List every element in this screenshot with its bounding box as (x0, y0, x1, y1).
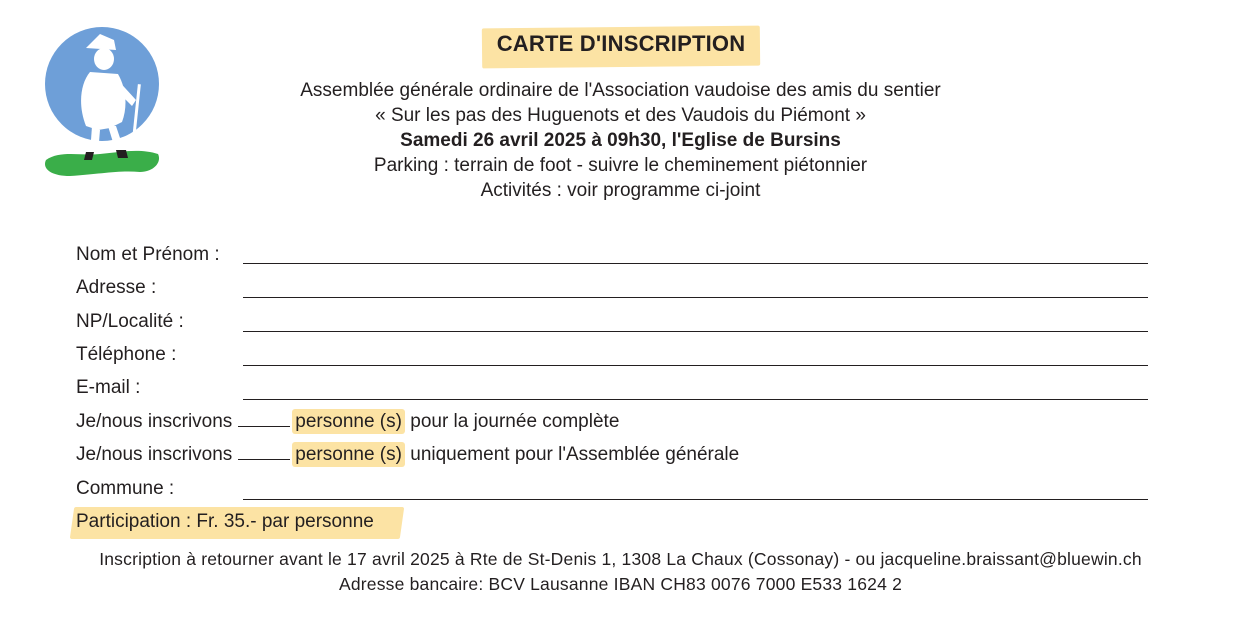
page-title: CARTE D'INSCRIPTION (496, 31, 746, 56)
full-day-count-blank[interactable] (238, 412, 290, 427)
full-day-suffix: pour la journée complète (410, 411, 620, 432)
intro-line-parking: Parking : terrain de foot - suivre le cheminement piétonnier (373, 155, 868, 176)
locality-field-line[interactable] (243, 331, 1148, 332)
intro-line-theme: « Sur les pas des Huguenots et des Vaudois du Piémont » (375, 105, 866, 126)
intro-line-activities: Activités : voir programme ci-joint (480, 180, 761, 201)
email-label: E-mail : (76, 377, 141, 398)
locality-label: NP/Localité : (76, 311, 184, 332)
registration-assembly (76, 444, 739, 466)
registration-full-day (76, 411, 619, 433)
email-field-line[interactable] (243, 399, 1148, 400)
commune-field-line[interactable] (243, 499, 1148, 500)
return-instructions: Inscription à retourner avant le 17 avril 2025 à Rte de St-Denis 1, 1308 La Chaux (Cossonay) - ou jacqueline.braissant@bluewin.ch (99, 549, 1142, 569)
participation-fee: Participation : Fr. 35.- par personne (76, 511, 374, 532)
commune-label: Commune : (76, 478, 175, 499)
registration-prefix: Je/nous inscrivons (76, 411, 233, 432)
name-field-line[interactable] (243, 263, 1148, 264)
persons-label: personne (s) (292, 442, 405, 467)
address-field-line[interactable] (243, 297, 1148, 298)
phone-label: Téléphone : (76, 344, 177, 365)
intro-line-assembly: Assemblée générale ordinaire de l'Association vaudoise des amis du sentier (300, 80, 941, 101)
phone-field-line[interactable] (243, 365, 1148, 366)
registration-prefix: Je/nous inscrivons (76, 444, 233, 465)
address-label: Adresse : (76, 277, 157, 298)
assembly-count-blank[interactable] (238, 445, 290, 460)
bank-details: Adresse bancaire: BCV Lausanne IBAN CH83 0076 7000 E533 1624 2 (338, 574, 903, 594)
persons-label: personne (s) (292, 409, 405, 434)
name-label: Nom et Prénom : (76, 244, 220, 265)
assembly-suffix: uniquement pour l'Assemblée générale (410, 444, 740, 465)
intro-line-date: Samedi 26 avril 2025 à 09h30, l'Eglise de Bursins (400, 130, 841, 151)
